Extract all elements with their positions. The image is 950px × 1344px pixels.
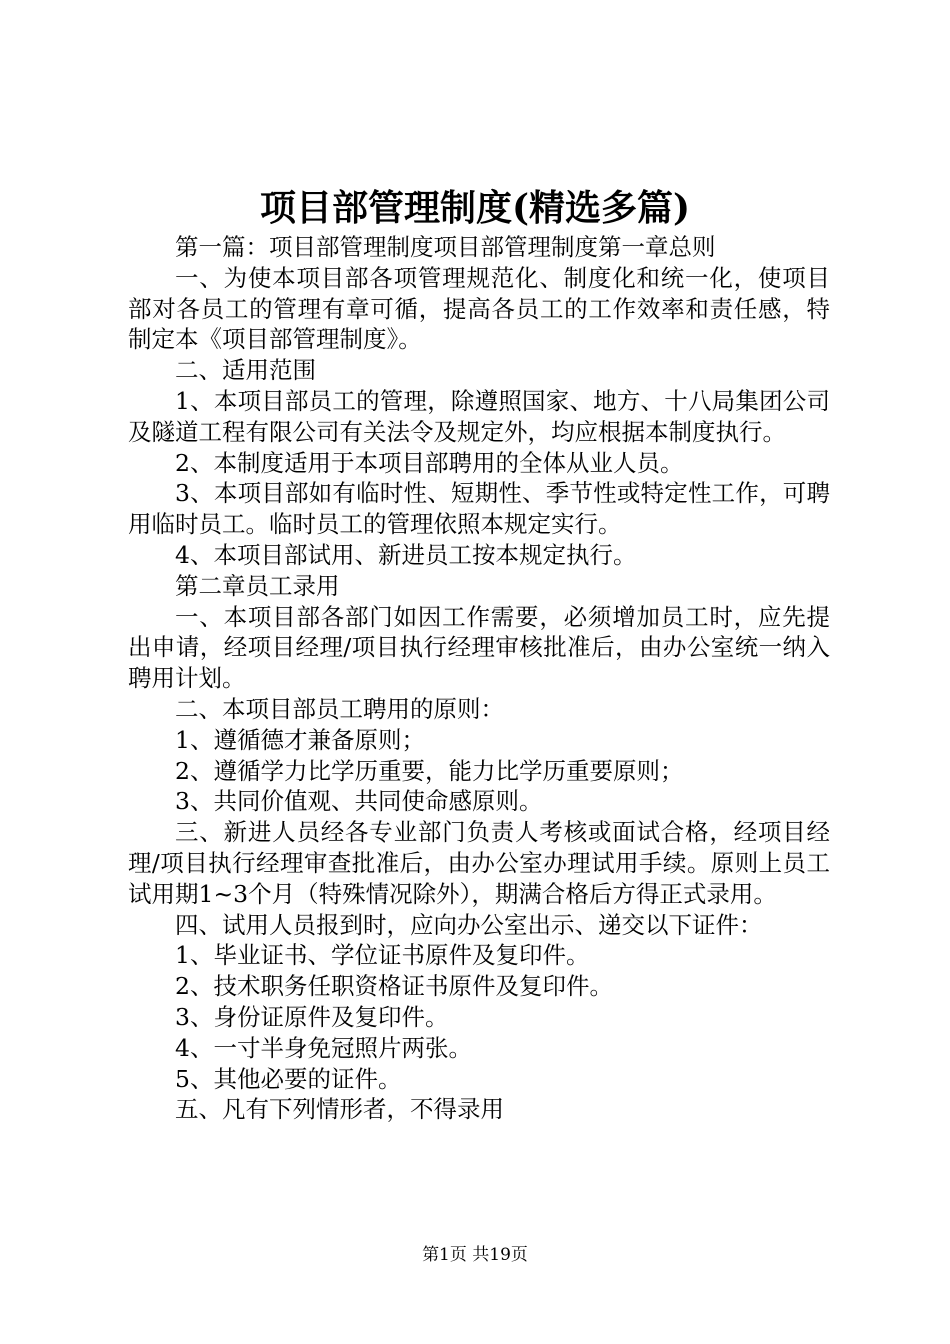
paragraph: 2、遵循学力比学历重要，能力比学历重要原则；	[175, 756, 684, 785]
paragraph: 三、新进人员经各专业部门负责人考核或面试合格，经项目经理/项目执行经理审查批准后，由办公室办理试用手续。原则上员工试用期1~3个月（特殊情况除外），期满合格后方得正式录用。	[128, 818, 830, 908]
paragraph: 一、本项目部各部门如因工作需要，必须增加员工时，应先提出申请，经项目经理/项目执行经理审核批准后，由办公室统一纳入聘用计划。	[128, 602, 830, 693]
paragraph: 3、共同价值观、共同使命感原则。	[175, 787, 543, 816]
paragraph: 4、一寸半身免冠照片两张。	[175, 1033, 472, 1062]
paragraph: 二、适用范围	[175, 356, 316, 385]
document-title: 项目部管理制度(精选多篇)	[259, 187, 691, 229]
paragraph: 五、凡有下列情形者，不得录用	[175, 1095, 504, 1124]
paragraph: 二、本项目部员工聘用的原则：	[175, 694, 504, 723]
paragraph: 第一篇：项目部管理制度项目部管理制度第一章总则	[175, 233, 716, 261]
paragraph: 3、身份证原件及复印件。	[175, 1002, 449, 1031]
paragraph: 1、毕业证书、学位证书原件及复印件。	[175, 941, 590, 970]
paragraph: 四、试用人员报到时，应向办公室出示、递交以下证件：	[175, 910, 763, 939]
paragraph: 一、为使本项目部各项管理规范化、制度化和统一化，使项目部对各员工的管理有章可循，提高各员工的工作效率和责任感，特制定本《项目部管理制度》。	[128, 263, 830, 354]
chapter-heading: 第二章员工录用	[175, 571, 340, 600]
paragraph: 3、本项目部如有临时性、短期性、季节性或特定性工作，可聘用临时员工。临时员工的管理依照本规定实行。	[128, 479, 830, 539]
paragraph: 5、其他必要的证件。	[175, 1064, 402, 1093]
page-number-footer: 第1页 共19页	[422, 1245, 528, 1265]
paragraph: 4、本项目部试用、新进员工按本规定执行。	[175, 540, 637, 569]
document-body	[128, 232, 830, 1125]
paragraph: 2、技术职务任职资格证书原件及复印件。	[175, 972, 613, 1001]
paragraph: 1、本项目部员工的管理，除遵照国家、地方、十八局集团公司及隧道工程有限公司有关法令及规定外，均应根据本制度执行。	[128, 386, 830, 446]
paragraph: 2、本制度适用于本项目部聘用的全体从业人员。	[175, 448, 684, 477]
paragraph: 1、遵循德才兼备原则；	[175, 725, 425, 754]
